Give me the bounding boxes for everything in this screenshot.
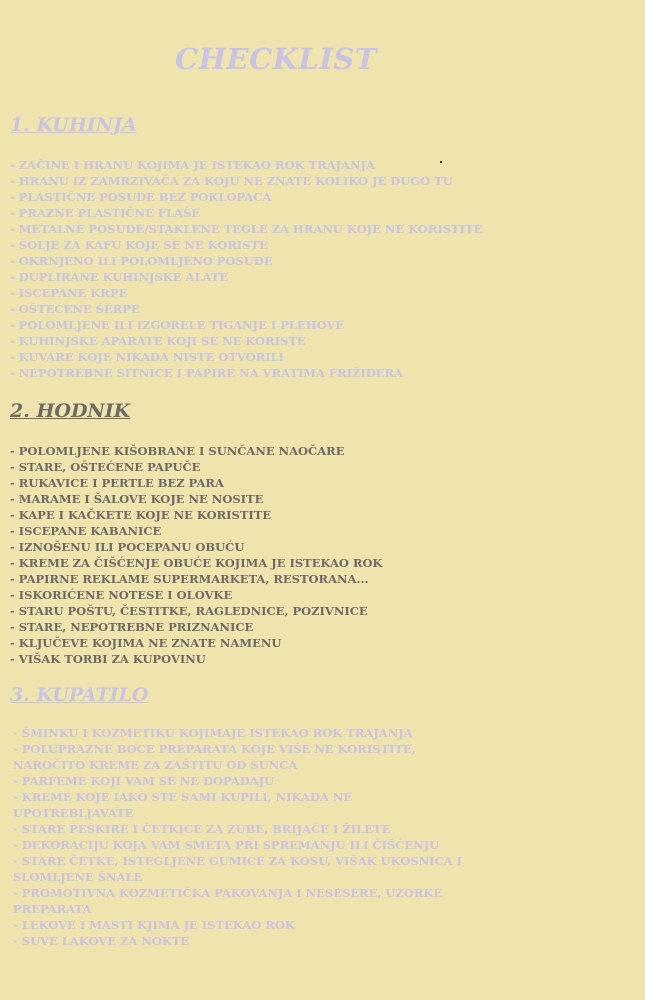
list-item: - STARE PEŠKIRE I ČETKICE ZA ZUBE, BRIJAČE I ŽILETE (13, 822, 391, 836)
list-item: - VIŠAK TORBI ZA KUPOVINU (10, 652, 206, 666)
list-item: - LEKOVE I MASTI KJIMA JE ISTEKAO ROK (13, 918, 295, 932)
list-item: - KREME ZA ČIŠĆENJE OBUĆE KOJIMA JE ISTEKAO ROK (10, 556, 383, 570)
list-item: - RUKAVICE I PERTLE BEZ PARA (10, 476, 224, 490)
list-item: - OŠTEĆENE ŠERPE (10, 302, 140, 316)
list-item: - METALNE POSUDE/STAKLENE TEGLE ZA HRANU KOJE NE KORISTITE (10, 222, 483, 236)
section-hodnik (10, 400, 383, 667)
list-item: - ŠOLJE ZA KAFU KOJE SE NE KORISTE (10, 238, 268, 252)
list-item: - STARU POŠTU, ČESTITKE, RAGLEDNICE, POZIVNICE (10, 604, 368, 618)
list-item: - PARFEME KOJI VAM SE NE DOPADAJU (13, 774, 275, 788)
kuhinja-list (10, 157, 482, 381)
list-item: - STARE, NEPOTREBNE PRIZNANICE (10, 620, 254, 634)
section-kupatilo (10, 684, 483, 949)
list-item: - KAPE I KAČKETE KOJE NE KORISTITE (10, 508, 272, 522)
list-item: - MARAME I ŠALOVE KOJE NE NOSITE (10, 492, 264, 506)
list-item: - KUVARE KOJE NIKADA NISTE OTVORILI (10, 350, 285, 364)
list-item: - KLJUČEVE KOJIMA NE ZNATE NAMENU (10, 636, 282, 650)
section-heading-kuhinja: 1. KUHINJA (10, 114, 137, 136)
list-item: - POLUPRAZNE BOCE PREPARATA KOJE VIŠE NE KORISTITE, NAROČITO KREME ZA ZAŠTITU OD SUNCA (13, 742, 416, 772)
list-item: - NEPOTREBNE SITNICE I PAPIRE NA VRATIMA FRIŽIDERA (10, 366, 404, 380)
list-item: - HRANU IZ ZAMRZIVAČA ZA KOJU NE ZNATE KOLIKO JE DUGO TU (10, 174, 453, 188)
list-item: - STARE ČETKE, ISTEGLJENE GUMICE ZA KOSU, VIŠAK UKOSNICA I SLOMLJENE ŠNALE (13, 854, 463, 884)
kupatilo-list (10, 725, 483, 949)
list-item: - PLASTIČNE POSUDE BEZ POKLOPACA (10, 190, 272, 204)
list-item: - POLOMLJENE KIŠOBRANE I SUNČANE NAOČARE (10, 444, 345, 458)
section-heading-hodnik: 2. HODNIK (10, 400, 131, 422)
list-item: - KREME KOJE IAKO STE SAMI KUPILI, NIKADA NE UPOTREBLJAVATE (13, 790, 353, 820)
list-item: - DUPLIRANE KUHINJSKE ALATE (10, 270, 229, 284)
page-title: CHECKLIST (175, 42, 377, 76)
list-item: - ISKORIĆENE NOTESE I OLOVKE (10, 588, 233, 602)
section-kuhinja (10, 114, 482, 381)
list-item: - STARE, OŠTEĆENE PAPUČE (10, 460, 201, 474)
list-item: - PAPIRNE REKLAME SUPERMARKETA, RESTORANA... (10, 572, 369, 586)
list-item: - PRAZNE PLASTIČNE FLAŠE (10, 206, 201, 220)
list-item: - SUVE LAKOVE ZA NOKTE (13, 934, 190, 948)
section-heading-kupatilo: 3. KUPATILO (10, 684, 149, 706)
list-item: - KUHINJSKE APARATE KOJI SE NE KORISTE (10, 334, 306, 348)
list-item: - ZAČINE I HRANU KOJIMA JE ISTEKAO ROK TRAJANJA (10, 158, 375, 172)
list-item: - ISCEPANE KABANICE (10, 524, 162, 538)
list-item: - ISCEPANE KRPE (10, 286, 128, 300)
list-item: - DEKORACIJU KOJA VAM SMETA PRI SPREMANJU ILI ČIŠĆENJU (13, 838, 440, 852)
list-item: - OKRNJENO ILI POLOMLJENO POSUĐE (10, 254, 273, 268)
hodnik-list (10, 443, 383, 667)
list-item: - IZNOŠENU ILI POCEPANU OBUĆU (10, 540, 245, 554)
list-item: - ŠMINKU I KOZMETIKU KOJIMAJE ISTEKAO ROK TRAJANJA (13, 726, 413, 740)
list-item: - POLOMLJENE ILI IZGORELE TIGANJE I PLEHOVE (10, 318, 345, 332)
list-item: - PROMOTIVNA KOZMETIČKA PAKOVANJA I NESESERE, UZORKE PREPARATA (13, 886, 443, 916)
